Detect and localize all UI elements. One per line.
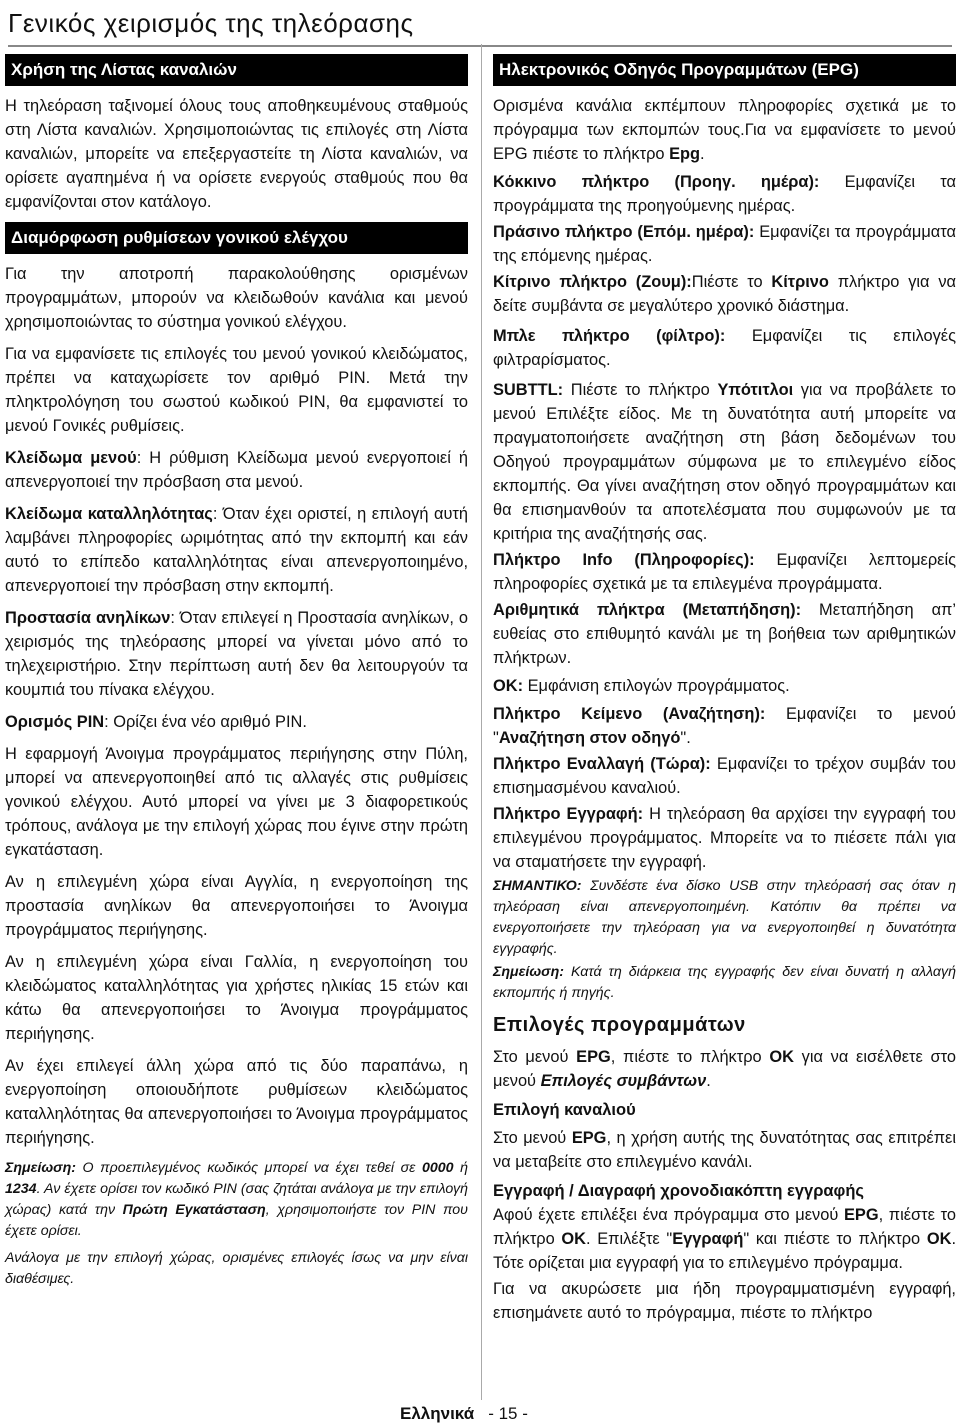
blue-key-item: Μπλε πλήκτρο (φίλτρο): Εμφανίζει τις επιλογές φιλτραρίσματος. (493, 327, 957, 369)
timer-paragraph: Αφού έχετε επιλέξει ένα πρόγραμμα στο μενού EPG, πιέστε το πλήκτρο OK. Επιλέξτε "Εγγραφή" και πιέστε το πλήκτρο OK. Τότε ορίζεται μια εγγραφή για το επιλεγμένο πρόγραμμα. (493, 1206, 956, 1272)
set-pin-item: Ορισμός PIN: Ορίζει ένα νέο αριθμό PIN. (5, 713, 307, 731)
red-key-item: Κόκκινο πλήκτρο (Προηγ. ημέρα): Εμφανίζει τα προγράμματα της προηγούμενης ημέρας. (493, 173, 956, 215)
section-heading-epg: Ηλεκτρονικός Οδηγός Προγραμμάτων (EPG) (493, 54, 956, 86)
pin-note: Σημείωση: Ο προεπιλεγμένος κωδικός μπορεί να έχει τεθεί σε 0000 ή 1234. Αν έχετε ορίσει τον κωδικό PIN (σας ζητάται ανάλογα με την επιλογή χώρας) κατά την Πρώτη Εγκατάσταση, χρησιμοποιήστε τον PIN που έχετε ορίσει. (5, 1160, 468, 1239)
programme-options-paragraph: Στο μενού EPG, πιέστε το πλήκτρο OK για να εισέλθετε στο μενού Επιλογές συμβάντων. (493, 1048, 957, 1090)
yellow-key-item: Κίτρινο πλήκτρο (Ζουμ):Πιέστε το Κίτρινο πλήκτρο για να δείτε συμβάντα σε μεγαλύτερο χρονικό διάστημα. (493, 273, 956, 315)
important-note: ΣΗΜΑΝΤΙΚΟ: Συνδέστε ένα δίσκο USB στην τηλεόρασή σας όταν η τηλεόραση είναι απενεργοποιημένη. Κατόπιν θα πρέπει να ενεργοποιήσετε την τηλεόραση για να ενεργοποιηθεί η δυνατότητα εγγραφής. (493, 878, 956, 957)
subttl-key-item: SUBTTL: Πιέστε το πλήκτρο Υπότιτλοι για να προβάλετε το μενού Επιλέξτε είδος. Με τη δυνατότητα αυτή μπορείτε να πραγματοποιήσετε αναζήτηση στη βάση δεδομένων του Οδηγού προγραμμάτων σύμφωνα με το επιλεγμένο είδος εκπομπής. Θα γίνει αναζήτηση στον οδηγό προγραμμάτων και θα επισημανθούν τα αποτελέσματα που συμφωνούν με τα κριτήρια της αναζήτησής σας. (493, 381, 956, 543)
section-heading-channel-list: Χρήση της Λίστας καναλιών (5, 54, 468, 86)
menu-lock-item: Κλείδωμα μενού: Η ρύθμιση Κλείδωμα μενού ενεργοποιεί ή απενεργοποιεί την πρόσβαση στα μενού. (5, 449, 468, 491)
child-lock-item: Προστασία ανηλίκων: Όταν επιλεγεί η Προστασία ανηλίκων, ο χειρισμός της τηλεόρασης μπορεί να γίνεται μόνο από το τηλεχειριστήριο. Στην περίπτωση αυτή δεν θα λειτουργούν τα κουμπιά του πίνακα ελέγχου. (5, 609, 468, 699)
ok-key-item: OK: Εμφάνιση επιλογών προγράμματος. (493, 677, 790, 695)
set-pin-label: Ορισμός PIN (5, 713, 105, 731)
info-key-item: Πλήκτρο Info (Πληροφορίες): Εμφανίζει λεπτομερείς πληροφορίες σχετικά με τα επιλεγμένα προγράμματα. (493, 551, 956, 593)
page-footer (400, 1404, 528, 1424)
column-divider (481, 44, 482, 1400)
numeric-keys-item: Αριθμητικά πλήκτρα (Μεταπήδηση): Μεταπήδηση απ’ ευθείας στο επιθυμητό κανάλι με τη βοήθεια των αριθμητικών πλήκτρων. (493, 601, 956, 667)
text-key-item: Πλήκτρο Κείμενο (Αναζήτηση): Εμφανίζει το μενού "Αναζήτηση στον οδηγό". (493, 705, 956, 747)
cancel-paragraph: Για να ακυρώσετε μια ήδη προγραμματισμένη εγγραφή, επισημάνετε αυτό το πρόγραμμα, πιέστε το πλήκτρο (493, 1280, 956, 1322)
channel-list-paragraph: Η τηλεόραση ταξινομεί όλους τους αποθηκευμένους σταθμούς στη Λίστα καναλιών. Χρησιμοποιώντας τις επιλογές στη Λίστα καναλιών, μπορείτε να επεξεργαστείτε τη Λίστα καναλιών, να ορίσετε αγαπημένα ή να ορίσετε ενεργούς σταθμούς που θα εμφανίζονται στον κατάλογο. (5, 97, 468, 211)
page-title: Γενικός χειρισμός της τηλεόρασης (8, 4, 952, 47)
other-country-paragraph: Αν έχει επιλεγεί άλλη χώρα από τις δύο παραπάνω, η ενεργοποίηση οποιουδήποτε ρυθμίσεων κλειδώματος καταλληλότητας θα απενεργοποιήσει το Άνοιγμα προγράμματος περιήγησης. (5, 1057, 468, 1147)
left-column (5, 48, 468, 1296)
page-number: - 15 - (488, 1404, 528, 1423)
record-note: Σημείωση: Κατά τη διάρκεια της εγγραφής δεν είναι δυνατή η αλλαγή εκπομπής ή πηγής. (493, 964, 956, 1001)
record-key-item: Πλήκτρο Εγγραφή: Η τηλεόραση θα αρχίσει την εγγραφή του επιλεγμένου προγράμματος. Μπορείτε να το πιέσετε πάλι για να σταματήσετε την εγγραφή. (493, 805, 956, 871)
maturity-lock-item: Κλείδωμα καταλληλότητας: Όταν έχει οριστεί, η επιλογή αυτή λαμβάνει πληροφορίες ωριμότητας από την εκπομπή και εάν αυτό το επίπεδο καταλληλότητας είναι απενεργοποιημένο, απενεργοποιεί την πρόσβαση στην εκπομπή. (5, 505, 469, 595)
swap-key-item: Πλήκτρο Εναλλαγή (Τώρα): Εμφανίζει το τρέχον συμβάν του επισημασμένου καναλιού. (493, 755, 956, 797)
footer-language: Ελληνικά (400, 1404, 475, 1423)
green-key-item: Πράσινο πλήκτρο (Επόμ. ημέρα): Εμφανίζει τα προγράμματα της επόμενης ημέρας. (493, 223, 956, 265)
parental-intro: Για την αποτροπή παρακολούθησης ορισμένων προγραμμάτων, μπορούν να κλειδωθούν κανάλια και μενού χρησιμοποιώντας το σύστημα γονικού ελέγχου. (5, 265, 468, 331)
programme-options-heading: Επιλογές προγραμμάτων (493, 1014, 746, 1036)
channel-select-heading: Επιλογή καναλιού (493, 1101, 636, 1119)
timer-heading: Εγγραφή / Διαγραφή χρονοδιακόπτη εγγραφής (493, 1182, 865, 1200)
portal-paragraph: Η εφαρμογή Άνοιγμα προγράμματος περιήγησης στην Πύλη, μπορεί να απενεργοποιηθεί από τις αλλαγές στις ρυθμίσεις γονικού ελέγχου. Αυτό μπορεί να γίνει με 3 διαφορετικούς τρόπους, ανάλογα με την επιλογή χώρας που έγινε στην πρώτη εγκατάσταση. (5, 745, 468, 859)
right-column (493, 48, 956, 1333)
epg-intro: Ορισμένα κανάλια εκπέμπουν πληροφορίες σχετικά με το πρόγραμμα των εκπομπών τους.Για να εμφανίσετε το μενού EPG πιέστε το πλήκτρο Epg. (493, 97, 956, 163)
france-paragraph: Αν η επιλεγμένη χώρα είναι Γαλλία, η ενεργοποίηση του κλειδώματος καταλληλότητας για χρήστες ηλικίας 15 ετών και κάτω θα απενεργοποιήσει το Άνοιγμα προγράμματος περιήγησης. (5, 953, 468, 1043)
maturity-lock-label: Κλείδωμα καταλληλότητας (5, 505, 213, 523)
channel-select-paragraph: Στο μενού EPG, η χρήση αυτής της δυνατότητας σας επιτρέπει να μεταβείτε στο επιλεγμένο κανάλι. (493, 1129, 956, 1171)
country-note: Ανάλογα με την επιλογή χώρας, ορισμένες επιλογές ίσως να μην είναι διαθέσιμες. (5, 1250, 468, 1287)
menu-lock-label: Κλείδωμα μενού (5, 449, 137, 467)
uk-paragraph: Αν η επιλεγμένη χώρα είναι Αγγλία, η ενεργοποίηση της προστασία ανηλίκων θα απενεργοποιήσει το Άνοιγμα προγράμματος περιήγησης. (5, 873, 468, 939)
section-heading-parental: Διαμόρφωση ρυθμίσεων γονικού ελέγχου (5, 222, 468, 254)
parental-pin-info: Για να εμφανίσετε τις επιλογές του μενού γονικού κλειδώματος, πρέπει να καταχωρίσετε τον αριθμό PIN. Μετά την πληκτρολόγηση του σωστού κωδικού PIN, θα εμφανιστεί το μενού Γονικές ρυθμίσεις. (5, 345, 468, 435)
child-lock-label: Προστασία ανηλίκων (5, 609, 171, 627)
